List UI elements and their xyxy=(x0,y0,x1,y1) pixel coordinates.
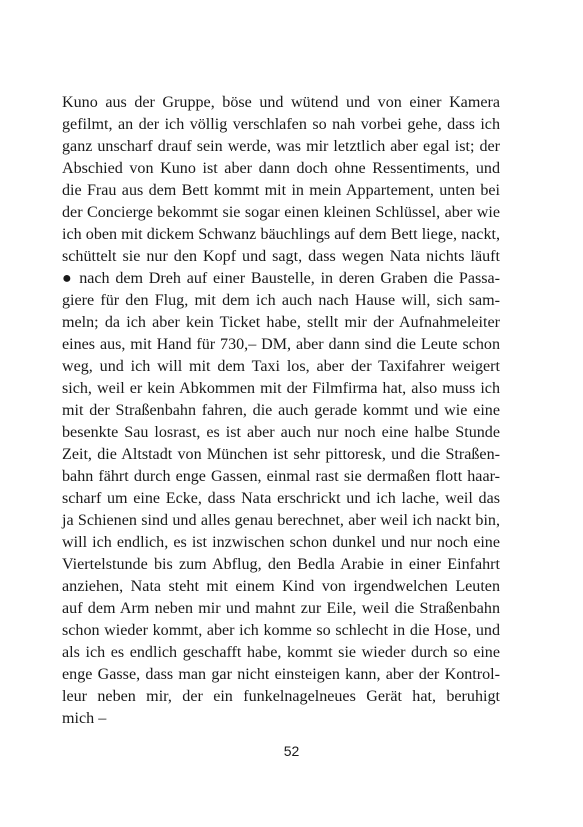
text-line-last: mich – xyxy=(62,710,107,727)
text-line: sich, weil er kein Abkommen mit der Filmfirma hat, also muss ich xyxy=(62,380,500,397)
text-line: auf dem Arm neben mir und mahnt zur Eile, weil die Straßenbahn xyxy=(62,600,500,617)
text-line: enge Gasse, dass man gar nicht einsteigen kann, aber der Kontrol- xyxy=(62,666,500,683)
text-line: der Concierge bekommt sie sogar einen kleinen Schlüssel, aber wie xyxy=(62,204,500,221)
body-text xyxy=(62,92,500,730)
text-line: weg, und ich will mit dem Taxi los, aber der Taxifahrer weigert xyxy=(62,358,500,375)
page-number: 52 xyxy=(283,743,300,759)
text-line: Abschied von Kuno ist aber dann doch ohne Ressentiments, und xyxy=(62,160,500,177)
text-line: schüttelt sie nur den Kopf und sagt, dass wegen Nata nichts läuft xyxy=(62,248,500,265)
text-line: bahn fährt durch enge Gassen, einmal rast sie dermaßen flott haar- xyxy=(62,468,500,485)
text-line: scharf um eine Ecke, dass Nata erschrickt und ich lache, weil das xyxy=(62,490,500,507)
text-line: ● nach dem Dreh auf einer Baustelle, in deren Graben die Passa- xyxy=(62,270,500,287)
text-line: ja Schienen sind und alles genau berechnet, aber weil ich nackt bin, xyxy=(62,512,500,529)
text-line: anziehen, Nata steht mit einem Kind von irgendwelchen Leuten xyxy=(62,578,500,595)
text-line: gefilmt, an der ich völlig verschlafen so nah vorbei gehe, dass ich xyxy=(62,116,500,133)
text-line: Zeit, die Altstadt von München ist sehr pittoresk, und die Straßen- xyxy=(62,446,500,463)
text-line: Viertelstunde bis zum Abflug, den Bedla Arabie in einer Einfahrt xyxy=(62,556,500,573)
text-line: schon wieder kommt, aber ich komme so schlecht in die Hose, und xyxy=(62,622,500,639)
text-line: ich oben mit dickem Schwanz bäuchlings auf dem Bett liege, nackt, xyxy=(62,226,500,243)
text-line: eines aus, mit Hand für 730,– DM, aber dann sind die Leute schon xyxy=(62,336,500,353)
text-line: Kuno aus der Gruppe, böse und wütend und von einer Kamera xyxy=(62,94,500,111)
text-line: leur neben mir, der ein funkelnagelneues Gerät hat, beruhigt xyxy=(62,688,500,705)
text-line: die Frau aus dem Bett kommt mit in mein Appartement, unten bei xyxy=(62,182,500,199)
text-line: ganz unscharf drauf sein werde, was mir letztlich aber egal ist; der xyxy=(62,138,500,155)
text-line: als ich es endlich geschafft habe, kommt sie wieder durch so eine xyxy=(62,644,500,661)
text-line: giere für den Flug, mit dem ich auch nach Hause will, sich sam- xyxy=(62,292,500,309)
text-line: will ich endlich, es ist inzwischen schon dunkel und nur noch eine xyxy=(62,534,500,551)
text-line: meln; da ich aber kein Ticket habe, stellt mir der Aufnahmeleiter xyxy=(62,314,500,331)
text-line: besenkte Sau losrast, es ist aber auch nur noch eine halbe Stunde xyxy=(62,424,500,441)
text-line: mit der Straßenbahn fahren, die auch gerade kommt und wie eine xyxy=(62,402,500,419)
